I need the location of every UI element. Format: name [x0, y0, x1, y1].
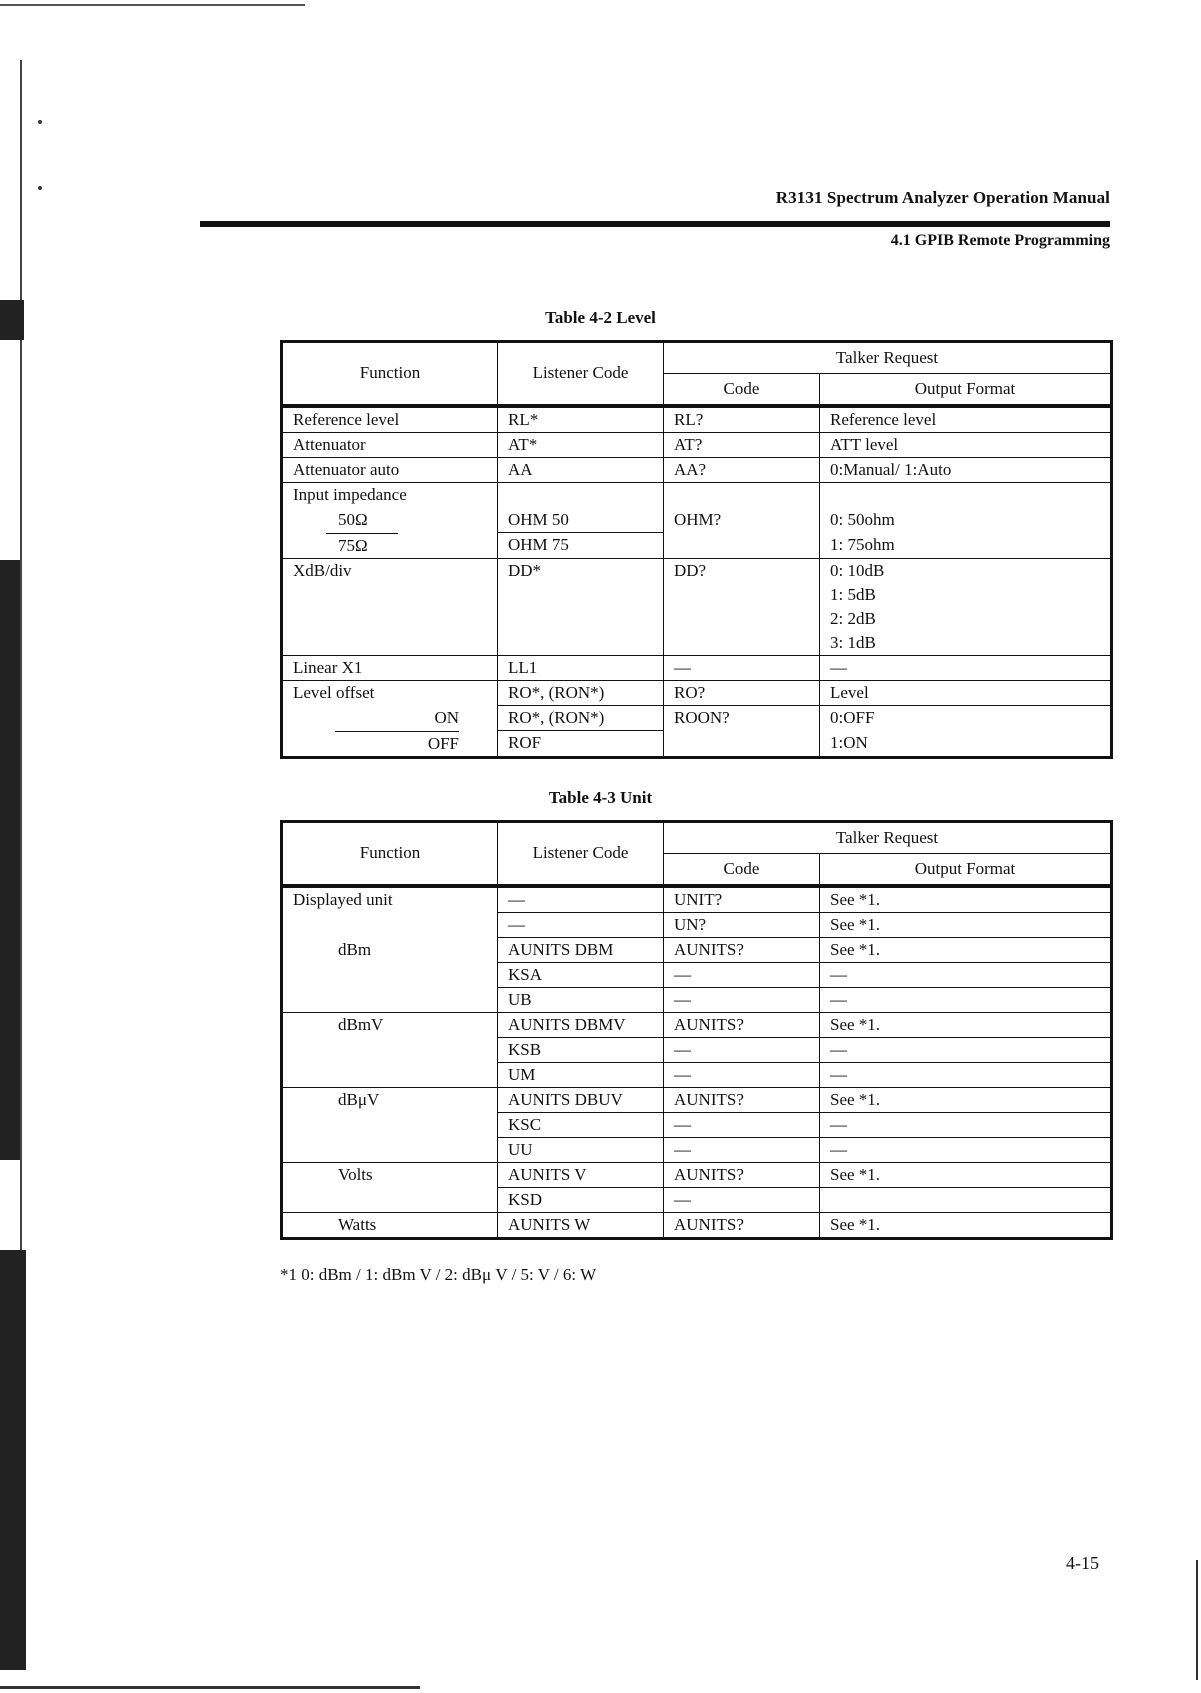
cell-code: —	[664, 1137, 820, 1162]
cell-listener: KSB	[498, 1037, 664, 1062]
table-row	[282, 1162, 1112, 1187]
cell-listener: AUNITS W	[498, 1212, 664, 1238]
cell-function-sub: 50Ω	[282, 507, 498, 532]
cell-output: 0:Manual/ 1:Auto	[820, 457, 1112, 482]
header-listener-code: Listener Code	[498, 822, 664, 886]
cell-listener: UU	[498, 1137, 664, 1162]
cell-output: See *1.	[820, 1087, 1112, 1112]
cell-function	[282, 1037, 498, 1062]
header-listener-code: Listener Code	[498, 342, 664, 406]
cell-code: AUNITS?	[664, 937, 820, 962]
cell-code: RL?	[664, 406, 820, 433]
cell-code: —	[664, 1112, 820, 1137]
cell-function	[282, 962, 498, 987]
table-row	[282, 457, 1112, 482]
cell-code: UN?	[664, 912, 820, 937]
cell-output: 1:ON	[820, 730, 1112, 757]
cell-code: AUNITS?	[664, 1012, 820, 1037]
cell-code: OHM?	[664, 482, 820, 558]
cell-output: Reference level	[820, 406, 1112, 433]
table-row	[282, 1187, 1112, 1212]
cell-output: 0: 10dB 1: 5dB 2: 2dB 3: 1dB	[820, 558, 1112, 655]
table-row	[282, 558, 1112, 655]
cell-code: —	[664, 1062, 820, 1087]
cell-function: dBμV	[282, 1087, 498, 1112]
table-unit-title: Table 4-3 Unit	[548, 788, 653, 807]
header-output-format: Output Format	[820, 374, 1112, 406]
cell-listener: OHM 50	[498, 507, 664, 532]
cell-output: —	[820, 1137, 1112, 1162]
scan-shadow	[0, 1250, 26, 1670]
page-number: 4-15	[1066, 1553, 1099, 1573]
cell-listener: KSD	[498, 1187, 664, 1212]
cell-function: Attenuator auto	[282, 457, 498, 482]
table-row	[282, 937, 1112, 962]
function-sub-label: 75Ω	[326, 533, 398, 558]
running-title: R3131 Spectrum Analyzer Operation Manual	[775, 188, 1110, 207]
cell-function: Volts	[282, 1162, 498, 1187]
cell-listener: DD*	[498, 558, 664, 655]
table-level-title: Table 4-2 Level	[545, 308, 656, 327]
cell-function-sub	[282, 532, 498, 558]
cell-listener: RO*, (RON*)	[498, 705, 664, 730]
table-row	[282, 1062, 1112, 1087]
header-talker-request: Talker Request	[664, 822, 1112, 854]
cell-listener: UB	[498, 987, 664, 1012]
table-level	[280, 340, 1113, 759]
cell-listener: UM	[498, 1062, 664, 1087]
cell-listener: AUNITS DBUV	[498, 1087, 664, 1112]
cell-code: —	[664, 1037, 820, 1062]
header-rule	[200, 221, 1110, 227]
cell-output: See *1.	[820, 1162, 1112, 1187]
cell-listener: ROF	[498, 730, 664, 757]
header-function: Function	[282, 822, 498, 886]
cell-function	[282, 1137, 498, 1162]
cell-code: —	[664, 962, 820, 987]
cell-function: Watts	[282, 1212, 498, 1238]
cell-code: DD?	[664, 558, 820, 655]
table-row	[282, 1037, 1112, 1062]
cell-output: —	[820, 987, 1112, 1012]
cell-function: Level offset	[282, 680, 498, 705]
section-title: 4.1 GPIB Remote Programming	[890, 232, 1110, 249]
table-row	[282, 1212, 1112, 1238]
header-code: Code	[664, 374, 820, 406]
cell-listener: AA	[498, 457, 664, 482]
cell-function: Displayed unit	[282, 886, 498, 913]
cell-listener: AT*	[498, 432, 664, 457]
cell-function-sub	[282, 730, 498, 757]
table-row	[282, 482, 1112, 507]
cell-output: 1: 75ohm	[820, 532, 1112, 558]
cell-function: Input impedance	[282, 482, 498, 507]
table-row	[282, 1137, 1112, 1162]
cell-output: ATT level	[820, 432, 1112, 457]
cell-listener: —	[498, 886, 664, 913]
table-row	[282, 655, 1112, 680]
cell-listener: RL*	[498, 406, 664, 433]
cell-listener: —	[498, 912, 664, 937]
table-row	[282, 705, 1112, 730]
table-row	[282, 912, 1112, 937]
cell-function: dBm	[282, 937, 498, 962]
cell-code: —	[664, 987, 820, 1012]
cell-output: —	[820, 1037, 1112, 1062]
cell-output	[820, 482, 1112, 507]
cell-listener: AUNITS DBMV	[498, 1012, 664, 1037]
table-row	[282, 680, 1112, 705]
cell-output: Level	[820, 680, 1112, 705]
cell-function	[282, 987, 498, 1012]
table-row	[282, 987, 1112, 1012]
scan-edge-right	[1196, 1560, 1198, 1680]
header-output-format: Output Format	[820, 854, 1112, 886]
cell-function	[282, 1062, 498, 1087]
cell-function	[282, 1112, 498, 1137]
scan-speck	[38, 120, 42, 124]
cell-output: 0:OFF	[820, 705, 1112, 730]
cell-code: AUNITS?	[664, 1087, 820, 1112]
cell-output: —	[820, 1112, 1112, 1137]
cell-output: —	[820, 655, 1112, 680]
header-code: Code	[664, 854, 820, 886]
cell-output: See *1.	[820, 1212, 1112, 1238]
function-sub-label: OFF	[335, 731, 459, 756]
cell-function	[282, 912, 498, 937]
cell-listener: KSA	[498, 962, 664, 987]
scan-shadow	[0, 560, 20, 1160]
cell-function: dBmV	[282, 1012, 498, 1037]
cell-listener: KSC	[498, 1112, 664, 1137]
header-function: Function	[282, 342, 498, 406]
scan-edge-top	[0, 4, 305, 6]
cell-code: —	[664, 1187, 820, 1212]
cell-code: ROON?	[664, 705, 820, 757]
table-row	[282, 1112, 1112, 1137]
cell-listener: AUNITS DBM	[498, 937, 664, 962]
scan-speck	[38, 186, 42, 190]
cell-listener	[498, 482, 664, 507]
cell-output: 0: 50ohm	[820, 507, 1112, 532]
cell-function: Attenuator	[282, 432, 498, 457]
cell-code: AUNITS?	[664, 1212, 820, 1238]
cell-output: See *1.	[820, 886, 1112, 913]
cell-code: AUNITS?	[664, 1162, 820, 1187]
header-talker-request: Talker Request	[664, 342, 1112, 374]
cell-function: Linear X1	[282, 655, 498, 680]
table-unit	[280, 820, 1113, 1240]
cell-output: See *1.	[820, 937, 1112, 962]
cell-code: AA?	[664, 457, 820, 482]
scan-edge-bottom	[0, 1686, 420, 1689]
table-row	[282, 962, 1112, 987]
cell-output: —	[820, 962, 1112, 987]
cell-function	[282, 1187, 498, 1212]
cell-function: XdB/div	[282, 558, 498, 655]
table-row	[282, 406, 1112, 433]
footnote: *1 0: dBm / 1: dBm V / 2: dBμ V / 5: V / 6: W	[280, 1265, 597, 1284]
cell-code: —	[664, 655, 820, 680]
cell-output: See *1.	[820, 1012, 1112, 1037]
cell-code: AT?	[664, 432, 820, 457]
cell-listener: LL1	[498, 655, 664, 680]
cell-output	[820, 1187, 1112, 1212]
cell-output: —	[820, 1062, 1112, 1087]
cell-function-sub: ON	[282, 705, 498, 730]
cell-code: RO?	[664, 680, 820, 705]
cell-listener: AUNITS V	[498, 1162, 664, 1187]
cell-code: UNIT?	[664, 886, 820, 913]
cell-function: Reference level	[282, 406, 498, 433]
table-row	[282, 1012, 1112, 1037]
cell-listener: RO*, (RON*)	[498, 680, 664, 705]
cell-listener: OHM 75	[498, 532, 664, 558]
table-row	[282, 1087, 1112, 1112]
table-row	[282, 886, 1112, 913]
cell-output: See *1.	[820, 912, 1112, 937]
table-row	[282, 432, 1112, 457]
